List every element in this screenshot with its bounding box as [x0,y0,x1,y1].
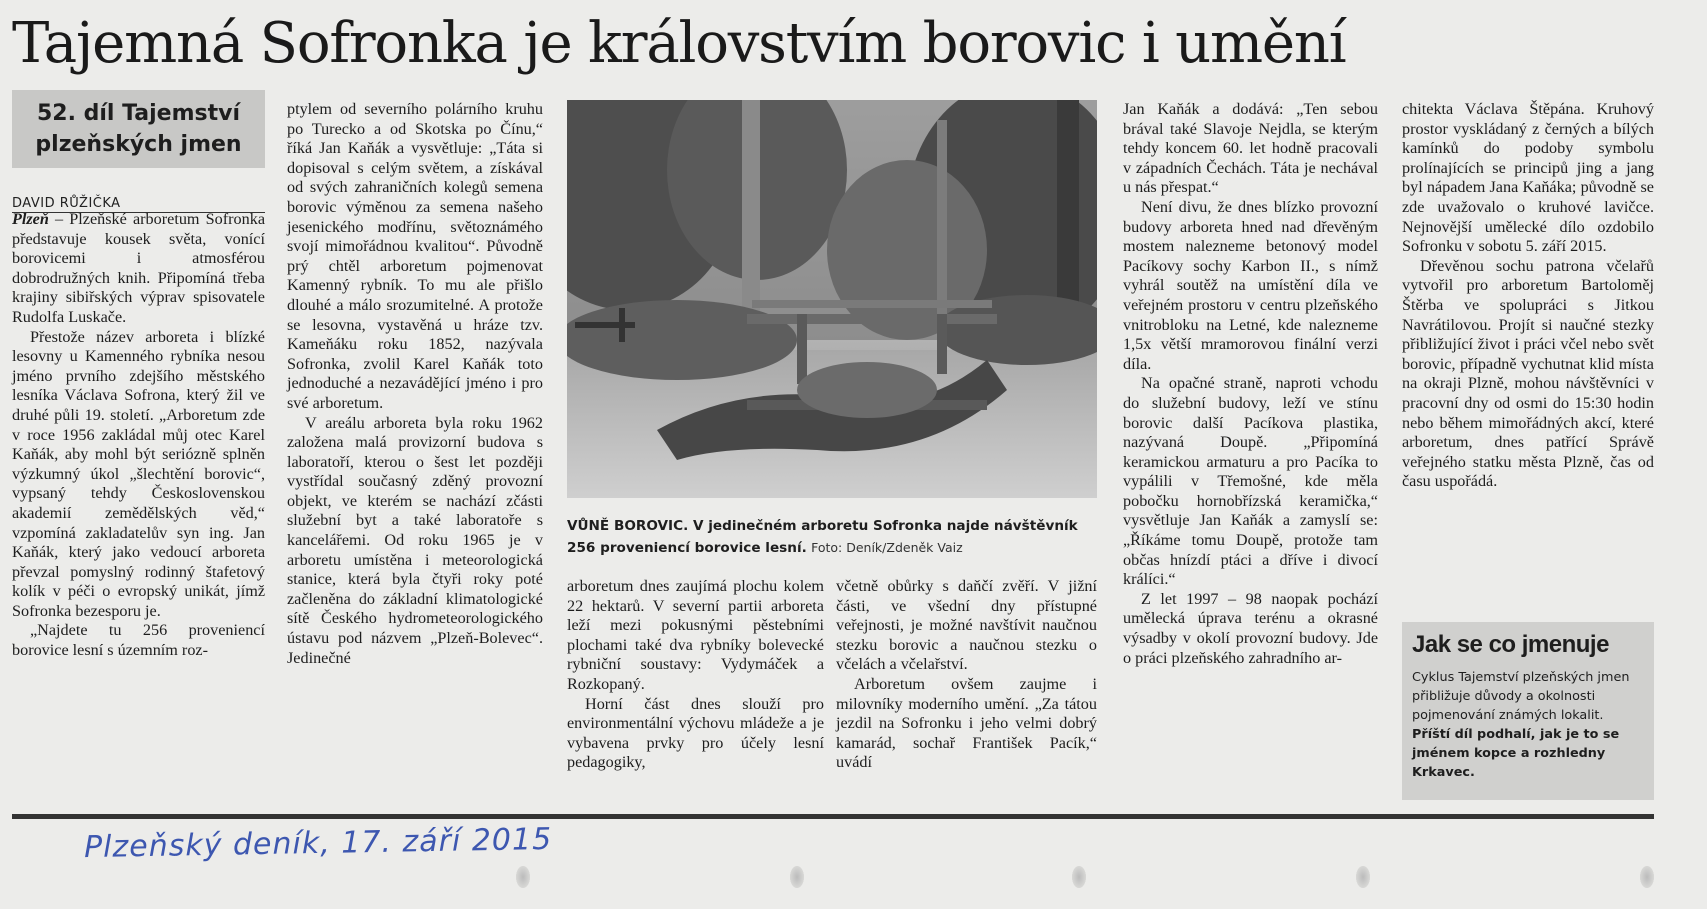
arboretum-photo [567,100,1097,498]
photo-credit: Foto: Deník/Zdeněk Vaiz [811,540,963,555]
sidebar-next-episode: Příští díl podhalí, jak je to se jménem kopce a rozhledny Krkavec. [1412,727,1620,780]
series-label [12,90,265,168]
paragraph: Není divu, že dnes blízko provozní budovy arboreta hned nad dřevěným mostem nalezneme betonový model Pacíkovy sochy Karbon II., s nímž vyhrál soutěž na umístění díla ve veřejném prostoru v centru plzeňského vnitrobloku na Letné, kde nalezneme 1,5x větší mramorovou finální verzi díla. [1123,197,1378,373]
pin-mark [790,866,804,888]
paragraph: Jan Kaňák a dodává: „Ten sebou brával také Slavoje Nejdla, se kterým tehdy koncem 60. let hodně pracovali v západních Čechách. Táta je nechával u nás přespat.“ [1123,100,1378,197]
series-label-line1: 52. díl Tajemství [36,101,241,126]
pin-mark [516,866,530,888]
article-column-1 [12,210,265,661]
sidebar-intro: Cyklus Tajemství plzeňských jmen přibližuje důvody a okolnosti pojmenování známých lokalit. [1412,670,1630,723]
lead-text: – Plzeňské arboretum Sofronka představuje kousek světa, vonící borovicemi i atmosférou dobrodružných knih. Připomíná třeba krajiny sibiřských výprav spisovatele Rudolfa Luskače. [12,210,265,326]
series-label-line2: plzeňských jmen [35,132,242,157]
sidebar-box [1402,622,1654,800]
paragraph: Přestože název arboreta i blízké lesovny u Kamenného rybníka nesou jméno prvního zdejšího městského lesníka Václava Sofrona, který žil ve druhé půli 19. století. „Arboretum zde v roce 1956 zakládal můj otec Karel Kaňák, aby mohl být seriózně splněn výzkumný úkol „šlechtění borovic“, vypsaný tehdy Československou akademií zemědělských věd,“ vzpomíná zakladatelův syn ing. Jan Kaňák, který jako vedoucí arboreta převzal pomyslný rodinný štafetový kolík v péči o evropský unikát, jímž Sofronka bezesporu je. [12,327,265,620]
paragraph: chitekta Václava Štěpána. Kruhový prostor vyskládaný z černých a bílých kamínků do podoby symbolu prolínajících se principů jing a jang byl nápadem Jana Kaňáka; původně se zde uvažovalo o kruhové lavičce. Nejnovější umělecké dílo ozdobilo Sofronku v sobotu 5. září 2015. [1402,100,1654,256]
paragraph: „Najdete tu 256 proveniencí borovice lesní s územním roz- [12,621,265,660]
byline: DAVID RŮŽIČKA [12,196,265,213]
paragraph: Z let 1997 – 98 naopak pochází umělecká úprava terénu a okrasné výsadby v okolí provozní budovy. Jde o práci plzeňského zahradního ar- [1123,589,1378,667]
paragraph: Arboretum ovšem zaujme i milovníky moderního umění. „Za tátou jezdil na Sofronku i jeho velmi dobrý kamarád, sochař František Pacík,“ uvádí [836,674,1097,772]
headline: Tajemná Sofronka je královstvím borovic i umění [12,11,1346,76]
paragraph: ptylem od severního polárního kruhu po Turecko a od Skotska po Čínu,“ říká Jan Kaňák a vysvětluje: „Táta si dopisoval s celým světem, a získával od svých zahraničních kolegů semena borovic výměnou za semena našeho jesenického modřínu, světoznámého svojí mimořádnou kvalitou“. Původně prý chtěl arboretum pojmenovat Kamenný rybník. To mu ale přišlo dlouhé a málo srozumitelné. A protože se lesovna, vystavěná u hráze tzv. Kameňáku roku 1852, nazývala Sofronka, zvolil Karel Kaňák toto jednoduché a nezavádějící jméno i pro své arboretum. [287,100,543,412]
paragraph: V areálu arboreta byla roku 1962 založena malá provizorní budova s laboratoří, kterou o šest let později vystřídal současný zděný provozní objekt, ve kterém se nachází zčásti služební byt a také laboratoře s kancelářemi. Od roku 1965 je v arboretu umístěna i meteorologická stanice, která byla čtyři roky poté začleněna do základní klimatologické sítě Českého hydrometeorologického ústavu pod názvem „Plzeň-Bolevec“. Jedinečné [287,413,543,667]
pin-mark [1072,866,1086,888]
handwritten-note: Plzeňský deník, 17. září 2015 [83,821,553,866]
paragraph: Dřevěnou sochu patrona včelařů vytvořil pro arboretum Bartoloměj Štěrba ve spolupráci s Jitkou Navrátilovou. Projít si naučné stezky přibližující život i práci včel nebo svět borovic, případně vychutnat klid místa na okraji Plzně, mohou návštěvníci v pracovní dny od osmi do 15:30 hodin nebo během mimořádných akcí, které arboretum, dnes patřící Správě veřejného statku města Plzně, čas od času uspořádá. [1402,256,1654,491]
paragraph: Na opačné straně, naproti vchodu do služební budovy, leží ve stínu borovic další Pacíkova plastika, nazývaná Doupě. „Připomíná keramickou armaturu a pro Pacíka to vypálili v Třemošné, kde měla pobočku hornobřízská keramička,“ vysvětluje Jan Kaňák a zamyslí se: „Říkáme tomu Doupě, protože tam občas hnízdí ptáci a dříve i divocí králíci.“ [1123,374,1378,589]
article-column-3a [567,577,824,773]
paragraph: arboretum dnes zaujímá plochu kolem 22 hektarů. V severní partii arboreta leží mezi pokusnými pěstebními plochami také dva rybníky bolevecké rybniční soustavy: Vydymáček a Rozkopaný. [567,577,824,693]
caption-text: VŮNĚ BOROVIC. V jedinečném arboretu Sofronka najde návštěvník 256 proveniencí borovice lesní. [567,518,1078,556]
article-column-4 [1123,100,1378,668]
article-column-2 [287,100,543,668]
article-column-3b [836,577,1097,773]
photo-illustration [567,100,1097,498]
photo-caption [567,516,1107,559]
bottom-rule [12,814,1654,819]
article-column-5 [1402,100,1654,492]
paragraph: včetně obůrky s daňčí zvěří. V jižní části, ve všední dny přístupné veřejnosti, je možné navštívit naučnou stezku borovic a naučnou stezku o včelách a včelařství. [836,577,1097,674]
pin-mark [1356,866,1370,888]
lead-paragraph [12,210,265,328]
lead-location: Plzeň [12,210,49,228]
pin-mark [1640,866,1654,888]
sidebar-title: Jak se co jmenuje [1412,631,1609,658]
paragraph: Horní část dnes slouží pro environmentální výchovu mládeže a je vybavena prvky pro účely lesní pedagogiky, [567,694,824,772]
